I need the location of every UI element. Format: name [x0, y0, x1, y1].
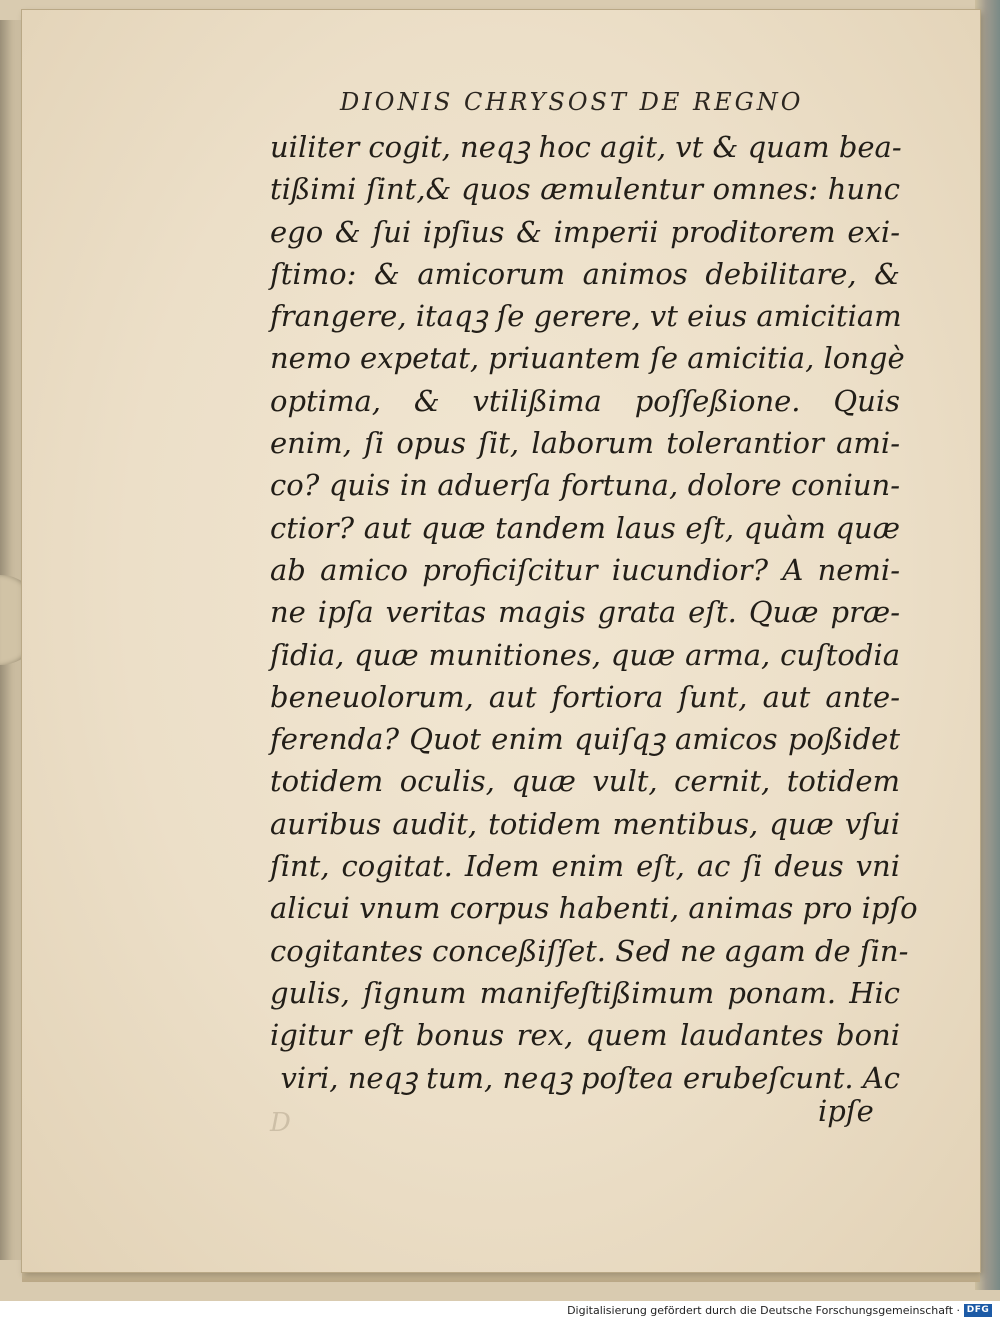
text-line: gulis, ſignum manifeſtißimum ponam. Hic	[270, 975, 900, 1010]
running-header: DIONIS CHRYSOST DE REGNO	[340, 88, 804, 116]
funding-notice: Digitalisierung gefördert durch die Deutsche Forschungsgemeinschaft ·	[567, 1304, 960, 1317]
text-line: cogitantes conceßiſſet. Sed ne agam de ſin-	[270, 933, 909, 968]
text-line: totidem oculis, quæ vult, cernit, totidem	[270, 764, 900, 799]
text-line: auribus audit, totidem mentibus, quæ vſui	[270, 806, 900, 841]
text-line: ne ipſa veritas magis grata eſt. Quæ præ-	[270, 595, 900, 630]
text-line: ego & ſui ipſius & imperii proditorem exi-	[270, 214, 900, 249]
text-line: ferenda? Quot enim quiſqꝫ amicos poßidet	[270, 722, 900, 757]
text-line: ctior? aut quæ tandem laus eſt, quàm quæ	[270, 510, 900, 545]
text-line: ſidia, quæ munitiones, quæ arma, cuſtodia	[270, 637, 900, 672]
bleed-through-text: D	[270, 1108, 291, 1138]
text-line: enim, ſi opus ſit, laborum tolerantior ami-	[270, 426, 900, 461]
body-text	[270, 126, 918, 1099]
text-line: frangere, itaqꝫ ſe gerere, vt eius amicitiam	[270, 299, 902, 334]
text-line: optima, & vtilißima poſſeßione. Quis	[270, 383, 900, 418]
text-line: igitur eſt bonus rex, quem laudantes boni	[270, 1018, 900, 1053]
dfg-logo-icon: DFG	[964, 1304, 992, 1317]
text-line: beneuolorum, aut fortiora ſunt, aut ante-	[270, 679, 900, 714]
text-line: uiliter cogit, neqꝫ hoc agit, vt & quam bea-	[270, 130, 902, 164]
text-line: ab amico proficiſcitur iucundior? A nemi-	[270, 552, 900, 587]
text-line: co? quis in aduerſa fortuna, dolore coniun-	[270, 468, 900, 503]
text-line: ſtimo: & amicorum animos debilitare, &	[270, 256, 900, 291]
text-line: tißimi ſint,& quos æmulentur omnes: hunc	[270, 172, 900, 207]
text-line: ſint, cogitat. Idem enim eſt, ac ſi deus vni	[270, 849, 900, 884]
text-line: viri, neqꝫ tum, neqꝫ poſtea erubeſcunt. Ac	[280, 1060, 900, 1095]
catchword: ipſe	[818, 1094, 874, 1128]
text-line: alicui vnum corpus habenti, animas pro ipſo	[270, 891, 918, 926]
text-line: nemo expetat, priuantem ſe amicitia, longè	[270, 341, 905, 376]
